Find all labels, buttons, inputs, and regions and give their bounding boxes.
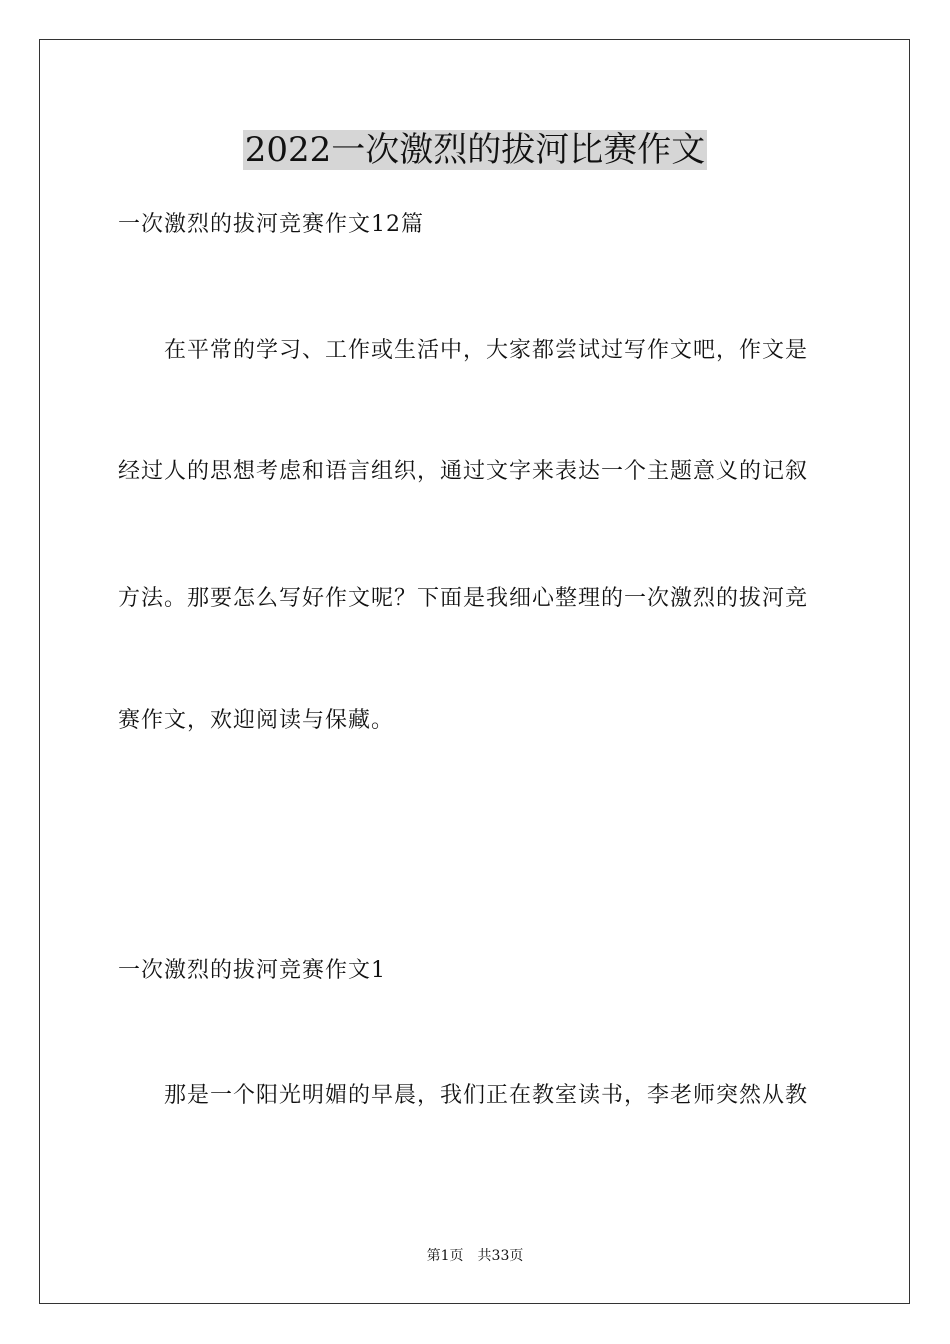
page-footer: 第1页 共33页 [426, 1248, 524, 1264]
section-line-1: 那是一个阳光明媚的早晨，我们正在教室读书，李老师突然从教 [118, 1083, 809, 1108]
document-title [0, 128, 950, 172]
intro-line-1: 在平常的学习、工作或生活中，大家都尝试过写作文吧，作文是 [118, 338, 809, 363]
intro-line-2: 经过人的思想考虑和语言组织，通过文字来表达一个主题意义的记叙 [118, 459, 809, 484]
document-title-text: 2022一次激烈的拔河比赛作文 [244, 130, 706, 170]
intro-line-3: 方法。那要怎么写好作文呢？下面是我细心整理的一次激烈的拔河竞 [118, 586, 809, 611]
intro-line-4: 赛作文，欢迎阅读与保藏。 [118, 708, 395, 733]
section-heading: 一次激烈的拔河竞赛作文1 [118, 958, 386, 983]
document-subtitle: 一次激烈的拔河竞赛作文12篇 [118, 212, 424, 237]
